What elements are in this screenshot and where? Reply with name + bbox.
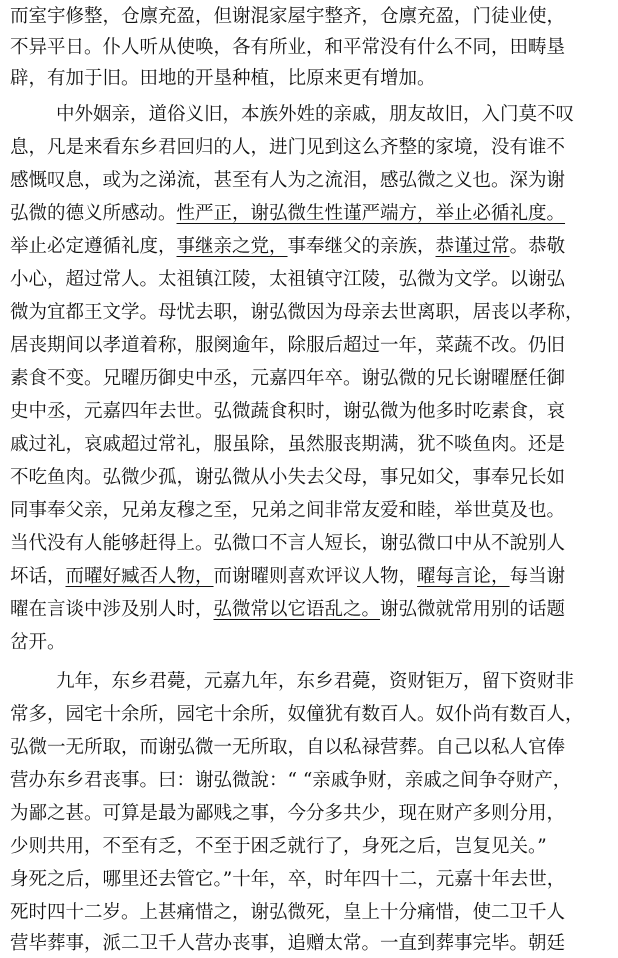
text-run: 当代没有人能够赶得上。弘微口不言人短长，谢弘微口中从不說别人: [10, 533, 566, 554]
text-run: 举止必定遵循礼度，: [10, 236, 177, 257]
text-line: [10, 463, 608, 492]
text-run: 辟，有加于旧。田地的开垦种植，比原来更有增加。: [10, 68, 436, 89]
text-run: 。恭敬: [509, 236, 566, 257]
text-line: [10, 529, 608, 558]
text-run: 少则共用，不至有乏，不至于困乏就行了，身死之后，岂复见关。”: [10, 836, 547, 857]
underlined-text: 而曜好臧否人物，: [65, 566, 214, 587]
text-line: [10, 199, 608, 228]
text-run: 同事奉父亲，兄弟友穆之至，兄弟之间非常友爱和睦，举世莫及也。: [10, 500, 566, 521]
text-run: 谢弘微就常用别的话题: [380, 599, 566, 620]
text-line: [10, 2, 608, 31]
text-line: [10, 733, 608, 762]
text-line: [10, 595, 608, 624]
text-run: 营办东乡君丧事。曰：谢弘微說：“ “亲戚争财，亲戚之间争夺财产，: [10, 770, 572, 791]
text-run: 感慨叹息，或为之涕流，甚至有人为之流泪，感弘微之义也。深为谢: [10, 170, 566, 191]
text-run: 微为宜都王文学。母忧去职，谢弘微因为母亲去世离职，居丧以孝称，: [10, 302, 584, 323]
text-run: 为鄙之甚。可算是最为鄙贱之事，今分多共少，现在财产多则分用，: [10, 803, 566, 824]
text-run: 死时四十二岁。上甚痛惜之，谢弘微死，皇上十分痛惜，使二卫千人: [10, 902, 566, 923]
text-line: [10, 298, 608, 327]
text-run: 中外姻亲，道俗义旧，本族外姓的亲戚，朋友故旧，入门莫不叹: [56, 104, 575, 125]
text-run: 坏话，: [10, 566, 66, 587]
text-run: 营毕葬事，派二卫千人营办丧事，追赠太常。一直到葬事完毕。朝廷: [10, 933, 566, 954]
text-run: 弘微的德义所感动。: [10, 203, 177, 224]
underlined-text: 曜每言论，: [417, 566, 510, 587]
text-line: [10, 133, 608, 162]
underlined-text: 性严正，谢弘微生性谨严端方，举止必循礼度。: [176, 203, 566, 224]
paragraph-start-line: [56, 100, 608, 129]
text-line: [10, 33, 608, 62]
text-line: [10, 331, 608, 360]
text-line: [10, 265, 608, 294]
text-run: 不吃鱼肉。弘微少孤，谢弘微从小失去父母，事兄如父，事奉兄长如: [10, 467, 566, 488]
text-line: [10, 562, 608, 591]
text-line: [10, 898, 608, 927]
text-run: 岔开。: [10, 632, 66, 653]
text-run: 史中丞，元嘉四年去世。弘微蔬食积时，谢弘微为他多时吃素食，哀: [10, 401, 566, 422]
text-run: 不异平日。仆人听从使唤，各有所业，和平常没有什么不同，田畴垦: [10, 37, 566, 58]
text-run: 而谢曜则喜欢评议人物，: [213, 566, 418, 587]
text-run: 弘微一无所取，而谢弘微一无所取，自以私禄营葬。自己以私人官俸: [10, 737, 566, 758]
text-run: 常多，园宅十余所，园宅十余所，奴僮犹有数百人。奴仆尚有数百人，: [10, 704, 584, 725]
text-line: [10, 397, 608, 426]
text-run: 每当谢: [509, 566, 566, 587]
underlined-text: 恭谨过常: [435, 236, 510, 257]
paragraph-start-line: [56, 667, 608, 696]
underlined-text: 事继亲之党，: [176, 236, 288, 257]
text-run: 曜在言谈中涉及别人时，: [10, 599, 214, 620]
text-run: 居丧期间以孝道着称，服阕逾年，除服后超过一年，菜蔬不改。仍旧: [10, 335, 566, 356]
text-line: [10, 166, 608, 195]
text-run: 素食不变。兄曜历御史中丞，元嘉四年卒。谢弘微的兄长谢曜歷任御: [10, 368, 566, 389]
text-line: [10, 832, 608, 861]
text-line: [10, 766, 608, 795]
underlined-text: 弘微常以它语乱之。: [213, 599, 381, 620]
text-run: 息，凡是来看东乡君回归的人，进门见到这么齐整的家境，没有谁不: [10, 137, 566, 158]
text-line: [10, 364, 608, 393]
text-run: 小心，超过常人。太祖镇江陵，太祖镇守江陵，弘微为文学。以谢弘: [10, 269, 566, 290]
text-run: 而室宇修整，仓廪充盈，但谢混家屋宇整齐，仓廪充盈，门徒业使，: [10, 6, 566, 27]
text-line: [10, 628, 608, 657]
text-line: [10, 865, 608, 894]
text-run: 身死之后，哪里还去管它。”十年，卒，时年四十二，元嘉十年去世，: [10, 869, 566, 890]
text-run: 事奉继父的亲族，: [287, 236, 436, 257]
text-line: [10, 700, 608, 729]
text-run: 九年，东乡君薨，元嘉九年，东乡君薨，资财钜万，留下资财非: [56, 671, 575, 692]
text-line: [10, 929, 608, 958]
text-line: [10, 64, 608, 93]
text-line: [10, 496, 608, 525]
text-run: 戚过礼，哀戚超过常礼，服虽除，虽然服丧期满，犹不啖鱼肉。还是: [10, 434, 566, 455]
text-line: [10, 430, 608, 459]
text-line: [10, 232, 608, 261]
text-line: [10, 799, 608, 828]
